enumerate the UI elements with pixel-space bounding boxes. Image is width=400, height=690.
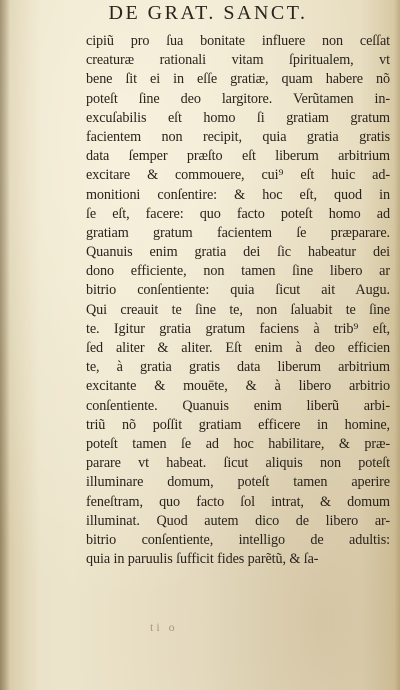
text-line: monitioni conſentire: & hoc eſt, quod in bbox=[86, 186, 390, 203]
text-line: quia in paruulis ſufficit fides parẽtũ, & ſa- bbox=[86, 551, 319, 568]
text-line: excuſabilis eſt homo ſi gratiam gratum bbox=[86, 109, 390, 126]
bleed-through-text: ti o bbox=[150, 620, 178, 634]
text-line: illuminare domum, poteſt tamen aperire bbox=[86, 474, 390, 491]
text-line: bene ſit ei in eſſe gratiæ, quam habere nõ bbox=[86, 71, 390, 88]
running-head: DE GRAT. SANCT. bbox=[108, 2, 308, 24]
gutter-shadow bbox=[0, 0, 10, 690]
text-line: data ſemper præſto eſt liberum arbitrium bbox=[86, 148, 390, 165]
text-line: poteſt ſine deo largitore. Verũtamen in- bbox=[86, 90, 390, 107]
text-line: cipiũ pro ſua bonitate influere non ceſſat bbox=[86, 33, 390, 49]
text-line: conſentiente. Quanuis enim liberũ arbi- bbox=[86, 397, 390, 414]
text-line: excitante & mouēte, & à libero arbitrio bbox=[86, 378, 390, 395]
text-line: creaturæ rationali vitam ſpiritualem, vt bbox=[86, 52, 390, 69]
text-line: te, à gratia gratis data liberum arbitrium bbox=[86, 359, 390, 376]
text-line: triũ nõ poſſit gratiam efficere in homine, bbox=[86, 416, 390, 433]
text-line: Quanuis enim gratia dei ſic habeatur dei bbox=[86, 244, 390, 261]
text-line: bitrio conſentiente: quia ſicut ait Augu. bbox=[86, 282, 390, 299]
text-line: feneſtram, quo facto ſol intrat, & domum bbox=[86, 493, 390, 510]
text-line: parare vt habeat. ſicut aliquis non poteſt bbox=[86, 455, 390, 472]
text-line: poteſt tamen ſe ad hoc habilitare, & præ- bbox=[86, 435, 390, 452]
text-line: dono efficiente, non tamen ſine libero ar bbox=[86, 263, 390, 280]
text-line: illuminat. Quod autem dico de libero ar- bbox=[86, 512, 390, 529]
text-line: Qui creauit te ſine te, non ſaluabit te ſine bbox=[86, 301, 390, 318]
text-line: gratiam gratum facientem ſe præparare. bbox=[86, 224, 390, 241]
text-line: ſed aliter & aliter. Eſt enim à deo efficien bbox=[86, 340, 390, 356]
text-line: te. Igitur gratia gratum faciens à trib⁹ eſt, bbox=[86, 320, 390, 337]
text-line: ſe eſt, facere: quo facto poteſt homo ad bbox=[86, 205, 390, 222]
text-line: bitrio conſentiente, intelligo de adultis: bbox=[86, 531, 390, 548]
body-text bbox=[86, 32, 390, 569]
text-line: excitare & commouere, cui⁹ eſt huic ad- bbox=[86, 167, 390, 184]
text-line: facientem non recipit, quia gratia gratis bbox=[86, 128, 390, 145]
